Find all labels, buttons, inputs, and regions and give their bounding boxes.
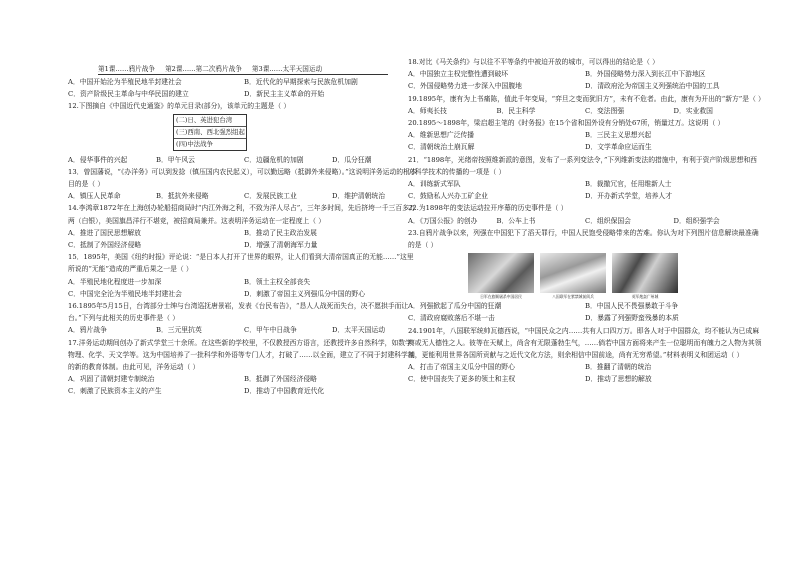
option[interactable]: B．中国人民不畏强暴敢于斗争 [585, 302, 679, 311]
right-column [408, 56, 765, 386]
option[interactable]: B．近代化的早期探索与民族危机加剧 [244, 78, 358, 86]
question-22: 22.为1898年的变法运动拉开序幕的历史事件是（ ） [408, 204, 568, 213]
option[interactable]: A．维新思想广泛传播 [408, 131, 475, 140]
q18-options [408, 68, 762, 92]
option[interactable]: D．推动了思想的解放 [585, 375, 652, 384]
photo-caption: 八国联军在紫禁城前阅兵 [552, 294, 594, 300]
option[interactable]: B．裁撤冗官，任用维新人士 [585, 180, 672, 189]
question-15: 15．1895年，美国《纽约时报》评论说：“是日本人打开了世界的眼界，让人们看到大清帝国真正的无能……”这里所说的“无能”造成的严重后果之一是（ ） [68, 253, 414, 274]
q17-options [68, 373, 420, 397]
question-24: 24.1901年，八国联军统帅瓦德西说，“中国民众之内……共有人口四万万。即各人对于中国群众，均不能认为已成麻痹或无人德性之人。彼等在天赋上，尚含有无限蓬勃生气，……倘若中国方面将来产生一位聪明而有魄力之人物为其领袖，更能利用世界各国所贡献与之近代文化方法，则余相信中国前途，尚有无穷希望。”材料表明义和团运动（ ） [408, 326, 762, 360]
q16-options [68, 324, 420, 336]
question-16: 16.1895年5月15日，台湾部分士绅与台湾巡抚唐景崧，发表《台民布告》，“恳人人战死而失台，决不愿拱手而让台。”下列与此相关的历史事件是（ ） [68, 302, 409, 323]
question-23: 23.自鸦片战争以来，列强在中国犯下了滔天罪行，中国人民饱受侵略带来的苦难。你认为对下列图片信息解读最准确的是（ ） [408, 228, 759, 250]
catalog-box [173, 114, 247, 151]
option[interactable]: C．组织保国会 [585, 216, 631, 225]
option[interactable]: C．发展民族工业 [244, 192, 297, 201]
option[interactable]: C．清政府腐败落后不堪一击 [408, 314, 495, 323]
left-column [68, 76, 420, 398]
lesson-2: 第2课……第二次鸦片战争 [165, 65, 242, 73]
option[interactable]: D．维护清朝统治 [332, 192, 386, 201]
option[interactable]: A．鸦片战争 [68, 326, 107, 335]
question-13: 13．曾国藩说，“《办洋务》可以到发捻（镇压国内农民起义），可以勤远略（抵御外来侵略）。”这说明洋务运动的根本目的是（ ） [68, 167, 417, 189]
option[interactable]: B．三民主义思想兴起 [585, 131, 652, 140]
option[interactable]: C．边疆危机的加剧 [244, 155, 304, 164]
option[interactable]: C．甲午中日战争 [244, 326, 297, 335]
option[interactable]: D．组织强学会 [673, 216, 720, 225]
option[interactable]: C．鼓励私人兴办工矿企业 [408, 192, 488, 201]
option[interactable]: C．抵制了外国经济侵略 [68, 241, 142, 250]
option[interactable]: C．中国完全沦为半殖民地半封建社会 [68, 289, 182, 298]
q15-options [68, 276, 420, 300]
option[interactable]: C．资产阶级民主革命与中华民国的建立 [68, 90, 189, 99]
option[interactable]: B．推动了民主政治发展 [244, 228, 317, 237]
option[interactable]: C．外国侵略势力进一步深入中国腹地 [408, 82, 522, 91]
option[interactable]: B．甲午风云 [156, 155, 195, 164]
option[interactable]: A．训练新式军队 [408, 180, 461, 189]
option[interactable]: D．文学革命应运而生 [585, 143, 652, 152]
q20-options [408, 129, 762, 153]
catalog-item: (二)日、英进犯台湾 [174, 115, 246, 127]
option[interactable]: D．瓜分狂潮 [332, 155, 372, 164]
option[interactable]: B．领土主权全部丧失 [244, 277, 311, 286]
option[interactable]: C．使中国丧失了更多的领土和主权 [408, 375, 516, 384]
question-19: 19.1895年，康有为上书痛陈，值此千年变局，“弈旦之变而犹旧方”，未有不危者。由此，康有为开出的“新方”是（ ） [408, 94, 765, 103]
q14-options [68, 227, 420, 251]
q12-options [68, 154, 420, 166]
option[interactable]: D．新民主主义革命的开始 [244, 90, 325, 99]
option[interactable]: B．推翻了清朝的统治 [585, 363, 652, 372]
historical-photo [540, 253, 606, 293]
option[interactable]: D．实业救国 [673, 106, 713, 115]
option[interactable]: A．侵华事件的兴起 [68, 155, 128, 164]
q19-options [408, 105, 762, 117]
photo-caption: 英军炮轰广州城 [631, 294, 659, 300]
question-17: 17.洋务运动期间创办了新式学堂三十余所。在这些新的学校里，不仅教授西方语言，还教授许多自然科学，如数学、物理、化学、天文学等。这为中国培养了一批科学和外语等专门人才，打破了……以全面，建立了不同于封建科学制的新的教育体制。由此可见，洋务运动（ ） [68, 338, 419, 372]
option[interactable]: C．清朝统治土崩瓦解 [408, 143, 475, 152]
question-20: 20.1895～1898年，梁启超主笔的《时务报》在15个省和国外设有分销处67所，销量过万。这说明（ ） [408, 119, 725, 128]
option[interactable]: A．中国独立主权完整性遭到破坏 [408, 70, 509, 79]
option[interactable]: B．抵抗外来侵略 [156, 192, 209, 201]
historical-photo [612, 253, 678, 293]
q11-options [68, 76, 420, 100]
q22-options [408, 215, 762, 227]
lesson-3: 第3课……太平天国运动 [251, 65, 323, 73]
option[interactable]: A．打击了帝国主义瓜分中国的野心 [408, 363, 515, 372]
q23-options [408, 300, 762, 324]
option[interactable]: B．民主科学 [496, 106, 536, 115]
question-21: 21．“1898年，光绪帝按照维新派的意图，发布了一系列变法令，”下列维新变法的措施中，有利于资产阶级思想和西方科学技术的传播的一项是（ ） [408, 155, 757, 176]
option[interactable]: D．推动了中国教育近代化 [244, 387, 325, 396]
lesson-header [98, 63, 388, 75]
photo-caption: 日军在旅顺屠杀中国居民 [480, 294, 522, 300]
option[interactable]: D．刺激了帝国主义列强瓜分中国的野心 [244, 289, 365, 298]
question-12: 12.下图摘自《中国近代史通鉴》的单元目录(部分)，该单元的主题是（ ） [68, 102, 291, 111]
option[interactable]: A．镇压人民革命 [68, 192, 121, 201]
option[interactable]: B．抵御了外国经济侵略 [244, 375, 317, 384]
q21-options [408, 178, 762, 202]
photo-strip [468, 253, 762, 293]
option[interactable]: D．暴露了列强野蛮残暴的本质 [585, 314, 679, 323]
option[interactable]: A．巩固了清朝封建专制统治 [68, 375, 155, 384]
option[interactable]: D．清政府沦为帝国主义列强统治中国的工具 [585, 82, 720, 91]
option[interactable]: B．三元里抗英 [156, 326, 202, 335]
option[interactable]: B．公车上书 [496, 216, 536, 225]
catalog-item: (三)西南、西北强烈组起 [174, 127, 246, 139]
option[interactable]: A．半殖民地化程度进一步加深 [68, 277, 162, 286]
option[interactable]: D．增强了清朝海军力量 [244, 241, 318, 250]
question-18: 18.对比《马关条约》与以往不平等条约中被迫开放的城市，可以得出的结论是（ ） [408, 58, 659, 66]
catalog-item: (四)中法战争 [176, 139, 213, 148]
option[interactable]: A．中国开始沦为半殖民地半封建社会 [68, 78, 182, 86]
option[interactable]: A．《万国公报》的创办 [408, 216, 478, 225]
option[interactable]: C．刺激了民族资本主义的产生 [68, 387, 162, 396]
option[interactable]: A．列强掀起了瓜分中国的狂潮 [408, 302, 502, 311]
question-14: 14.李鸿章1872年在上海创办轮船招商局时“内江外海之利，不致为洋人尽占”，三年多时间，先后挤垮一千三百多万两（白银），美国旗昌洋行不堪竞，被招商局兼并。这表明洋务运动在一定程度上（ ） [68, 204, 416, 225]
option[interactable]: A．师夷长技 [408, 106, 447, 115]
option[interactable]: B．外国侵略势力深入到长江中下游地区 [585, 70, 706, 79]
option[interactable]: D．开办新式学堂，培养人才 [585, 192, 673, 201]
option[interactable]: C．变法图强 [585, 106, 625, 115]
historical-photo [468, 253, 534, 293]
option[interactable]: D．太平天国运动 [332, 326, 386, 335]
option[interactable]: A．推进了国民思想解放 [68, 228, 141, 237]
q13-options [68, 190, 420, 202]
lesson-1: 第1课……鸦片战争 [98, 65, 155, 73]
q24-options [408, 361, 762, 385]
